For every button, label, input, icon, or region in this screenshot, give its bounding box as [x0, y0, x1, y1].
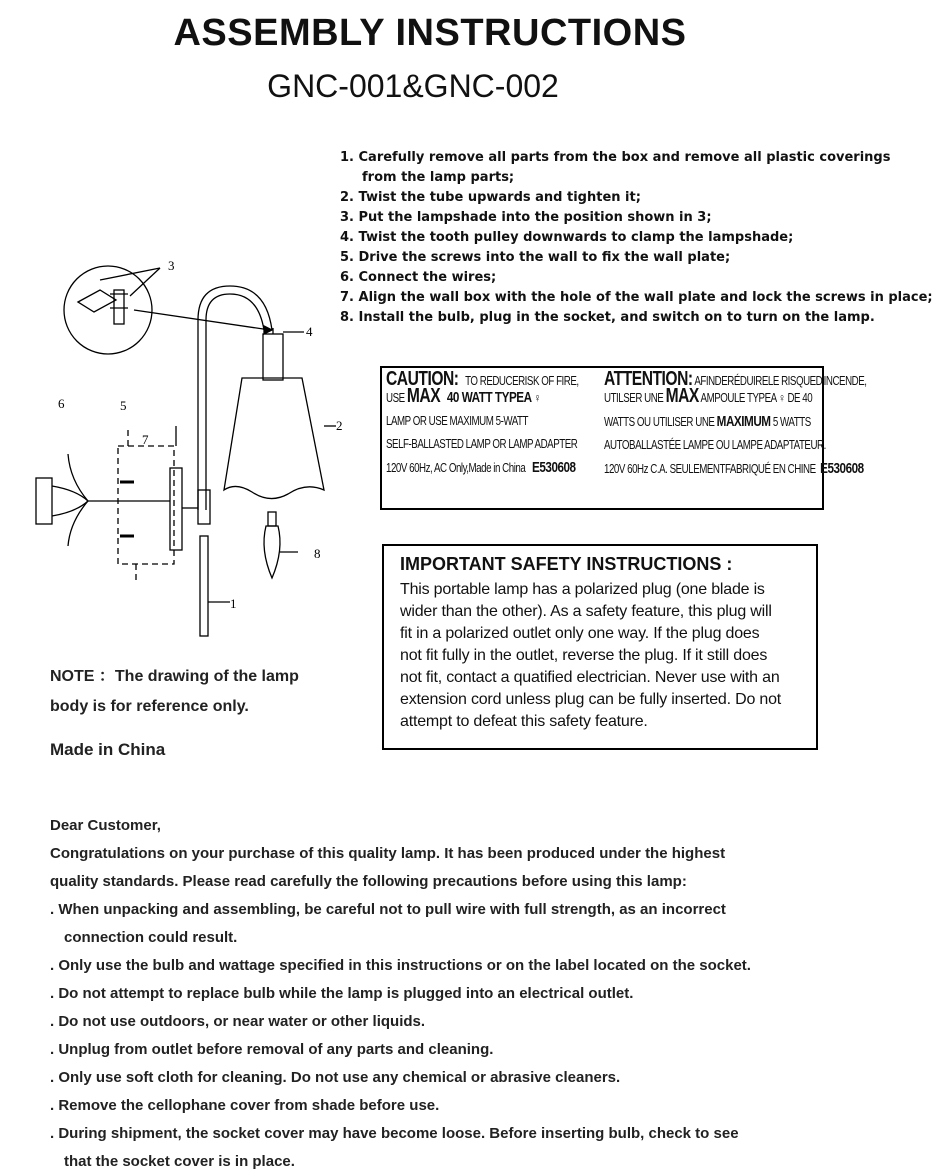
safety-line: not fit, contact a quatified electrician. Never use with an [400, 669, 780, 686]
caution-label [380, 366, 867, 510]
step-item: 2. Twist the tube upwards and tighten it; [340, 190, 641, 205]
safety-title: IMPORTANT SAFETY INSTRUCTIONS : [400, 554, 733, 574]
step-item: 8. Install the bulb, plug in the socket, and switch on to turn on the lamp. [340, 310, 875, 325]
made-in-label: Made in China [50, 740, 166, 759]
caution-line5: 120V 60Hz, AC Only,Made in China [386, 461, 526, 475]
step-item: 5. Drive the screws into the wall to fix the wall plate; [340, 250, 731, 265]
document-title: ASSEMBLY INSTRUCTIONS [173, 12, 687, 54]
step-item: from the lamp parts; [362, 170, 515, 185]
step-item: 7. Align the wall box with the hole of the wall plate and lock the screws in place; [340, 290, 933, 305]
caution-heading: CAUTION: [386, 368, 459, 390]
step-item: 4. Twist the tooth pulley downwards to clamp the lampshade; [340, 230, 794, 245]
caution-reduce: TO REDUCERISK OF FIRE, [465, 374, 579, 388]
label-1: 1 [230, 596, 237, 611]
label-4: 4 [306, 324, 313, 339]
customer-line: . Remove the cellophane cover from shade before use. [50, 1097, 440, 1114]
customer-line: . Do not use outdoors, or near water or other liquids. [50, 1013, 426, 1030]
label-3: 3 [168, 258, 175, 273]
attention-line4: AUTOBALLASTÉE LAMPE OU LAMPE ADAPTATEUR. [604, 438, 826, 452]
attention-code: E530608 [820, 460, 864, 477]
attention-ampoule: AMPOULE TYPEA [700, 391, 777, 405]
caution-max: MAX [406, 385, 441, 407]
customer-line: connection could result. [64, 929, 238, 946]
bulb [264, 526, 280, 578]
attention-heading: ATTENTION: [604, 368, 693, 390]
note-line: body is for reference only. [50, 698, 249, 715]
safety-instructions-box [382, 544, 818, 750]
customer-letter [50, 812, 840, 1176]
customer-line: Congratulations on your purchase of this quality lamp. It has been produced under the highest [50, 845, 726, 862]
customer-line: . Only use soft cloth for cleaning. Do not use any chemical or abrasive cleaners. [50, 1069, 621, 1086]
caution-use: USE [386, 391, 405, 405]
note-line: NOTE ：The drawing of the lamp [50, 668, 299, 685]
label-2: 2 [336, 418, 343, 433]
bulb-icon: ♀ [533, 391, 541, 405]
step-item: 1. Carefully remove all parts from the box and remove all plastic coverings [340, 150, 891, 165]
safety-line: This portable lamp has a polarized plug (one blade is [400, 581, 765, 598]
label-5: 5 [120, 398, 127, 413]
attention-max: MAX [665, 385, 699, 407]
detail-circle [64, 266, 152, 354]
attention-maximum: MAXIMUM [716, 413, 771, 430]
safety-line: extension cord unless plug can be fully inserted. Do not [400, 691, 782, 708]
safety-line: not fit fully in the outlet, reverse the plug. If it still does [400, 647, 768, 664]
label-8: 8 [314, 546, 321, 561]
lamp-assembly-drawing [30, 250, 370, 650]
detail-screw-plate [78, 290, 116, 312]
attention-reduce: AFINDERÉDUIRELE RISQUED'INCENDE, [694, 374, 867, 388]
safety-line: fit in a polarized outlet only one way. If the plug does [400, 625, 760, 642]
caution-watt: 40 WATT TYPEA [446, 389, 532, 406]
caution-label-english [386, 368, 633, 476]
safety-line: wider than the other). As a safety feature, this plug will [400, 603, 772, 620]
wall-box [118, 446, 174, 564]
customer-line: . Do not attempt to replace bulb while the lamp is plugged into an electrical outlet. [50, 985, 634, 1002]
attention-utiliser: UTILSER UNE [604, 391, 664, 405]
attention-five: 5 WATTS [772, 415, 811, 429]
model-number: GNC-001&GNC-002 [267, 68, 559, 104]
customer-line: quality standards. Please read carefully the following precautions before using this lamp: [50, 873, 687, 890]
step-item: 6. Connect the wires; [340, 270, 497, 285]
wall [36, 478, 52, 524]
customer-greeting: Dear Customer, [50, 817, 161, 834]
customer-line: that the socket cover is in place. [64, 1153, 295, 1170]
customer-line: . Unplug from outlet before removal of any parts and cleaning. [50, 1041, 494, 1058]
wall-plate [52, 486, 88, 516]
attention-de: DE 40 [787, 391, 813, 405]
bulb-icon: ♀ [778, 391, 786, 405]
lamp-shade [224, 378, 324, 499]
attention-watts: WATTS OU UTILISER UNE [604, 415, 715, 429]
lamp-tube [200, 536, 208, 636]
label-7: 7 [142, 432, 149, 447]
lamp-socket [263, 334, 283, 380]
customer-line: . Only use the bulb and wattage specified in this instructions or on the label located on the socket. [50, 957, 751, 974]
mounting-bracket [170, 468, 182, 550]
assembly-steps [340, 148, 933, 328]
caution-label-french [604, 368, 941, 477]
safety-body [400, 579, 802, 733]
safety-line: attempt to defeat this safety feature. [400, 713, 648, 730]
drawing-note [50, 662, 299, 722]
customer-line: . During shipment, the socket cover may have become loose. Before inserting bulb, check to see [50, 1125, 739, 1142]
caution-line3: LAMP OR USE MAXIMUM 5-WATT [386, 414, 529, 428]
label-6: 6 [58, 396, 65, 411]
attention-line5: 120V 60Hz C.A. SEULEMENTFABRIQUÉ EN CHINE [604, 462, 816, 476]
caution-line4: SELF-BALLASTED LAMP OR LAMP ADAPTER [386, 437, 578, 451]
customer-line: . When unpacking and assembling, be careful not to pull wire with full strength, as an incorrect [50, 901, 726, 918]
step-item: 3. Put the lampshade into the position shown in 3; [340, 210, 712, 225]
caution-code: E530608 [532, 459, 576, 476]
